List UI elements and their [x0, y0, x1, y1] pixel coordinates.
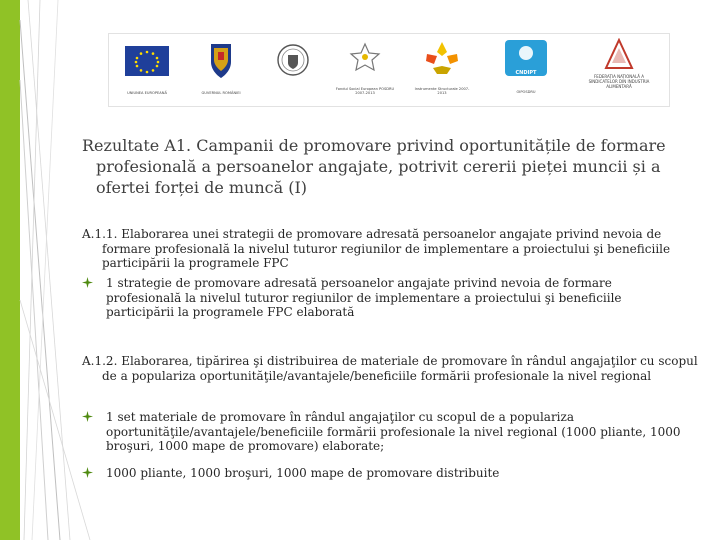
cndipt-subcaption: OIPOSDRU	[516, 90, 536, 95]
eu-caption: UNIUNEA EUROPEANĂ	[127, 91, 167, 96]
romania-government-logo	[193, 34, 249, 106]
coat-of-arms-icon	[193, 40, 249, 84]
ministry-seal-logo	[267, 34, 319, 106]
slide-title: Rezultate A1. Campanii de promovare privind oportunitățile de formare profesională a persoanelor angajate, potrivit cererii pieței muncii și a ofertei forței de muncă (I)	[82, 136, 666, 197]
diamond-bullet-icon	[82, 277, 93, 288]
seal-icon	[267, 40, 319, 84]
government-caption: GUVERNUL ROMÂNIEI	[201, 91, 241, 96]
bullet-item	[82, 276, 684, 320]
structural-instruments-logo	[411, 34, 473, 106]
cndipt-logo	[493, 34, 559, 106]
bullet-item	[82, 410, 684, 454]
cndipt-label: CNDIPT	[515, 70, 537, 76]
federation-triangle-icon	[604, 38, 634, 72]
bullet-text: 1000 pliante, 1000 broşuri, 1000 mape de promovare distribuite	[106, 466, 500, 480]
eu-flag-logo	[121, 34, 173, 106]
fse-logo	[335, 34, 395, 106]
partner-logos-strip	[108, 33, 670, 107]
bullet-text: 1 set materiale de promovare în rândul angajaţilor cu scopul de a populariza oportunităţile/avantajele/beneficiile formării profesionale la nivel regional (1000 pliante, 1000 broşuri, 1000 mape de promovare) elaborate;	[106, 410, 681, 453]
diamond-bullet-icon	[82, 411, 93, 422]
fse-star-icon	[335, 38, 395, 82]
section-heading-a11: A.1.1. Elaborarea unei strategii de promovare adresată persoanelor angajate privind nevoia de formare profesională la nivelul tuturor regiunilor de implementare a proiectului şi beneficiile participării la programele FPC	[82, 227, 671, 270]
federation-logo	[575, 34, 663, 106]
federation-caption: FEDERAȚIA NAȚIONALĂ A SINDICATELOR DIN INDUSTRIA ALIMENTARĂ	[588, 74, 650, 89]
bullet-text: 1 strategie de promovare adresată persoanelor angajate privind nevoia de formare profesională la nivelul tuturor regiunilor de implementare a proiectului şi beneficiile participării la programele FPC elaborată	[106, 276, 622, 319]
bullet-item	[82, 466, 684, 481]
instruments-caption: Instrumente Structurale 2007-2013	[414, 87, 470, 96]
instruments-emblem-icon	[411, 38, 473, 82]
diamond-bullet-icon	[82, 467, 93, 478]
eu-flag-icon	[121, 44, 173, 84]
section-heading-a12: A.1.2. Elaborarea, tipărirea şi distribuirea de materiale de promovare în rândul angajaţilor cu scopul de a populariza oportunităţile/avantajele/beneficiile formării profesionale la nivel regional	[82, 354, 698, 383]
fse-caption: Fondul Social European POSDRU 2007-2013	[335, 87, 395, 96]
